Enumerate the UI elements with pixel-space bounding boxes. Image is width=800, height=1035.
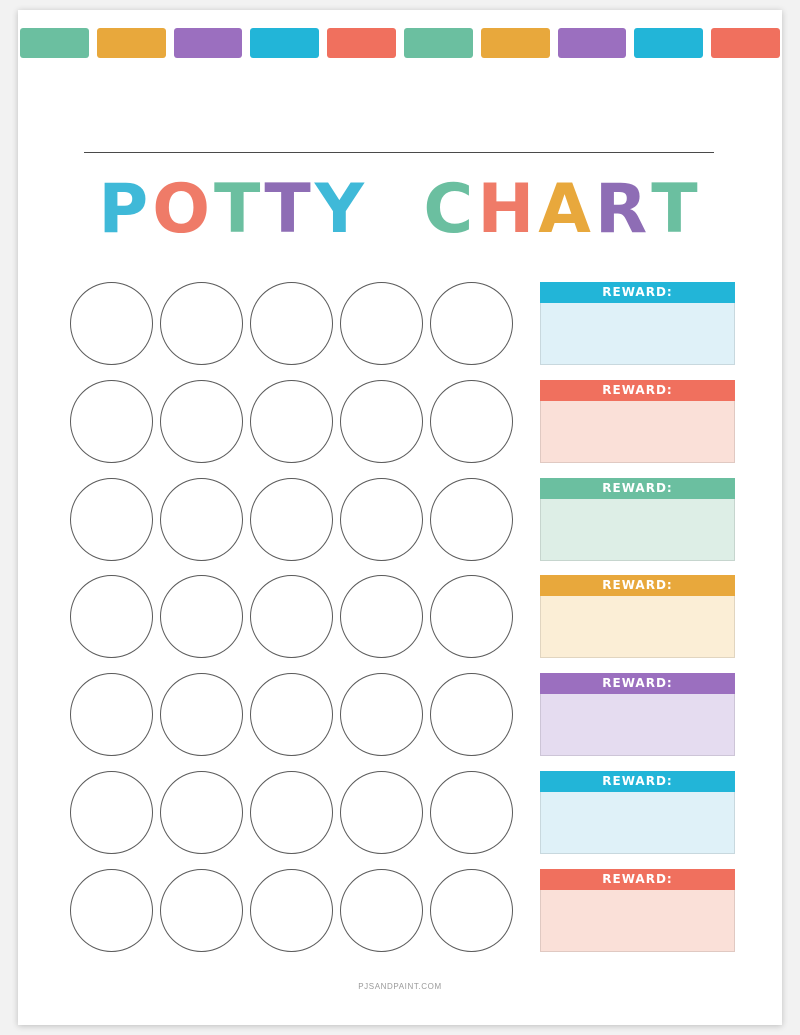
title-letter: A [538,170,595,249]
sticker-circle[interactable] [340,771,423,854]
sticker-circle[interactable] [430,282,513,365]
reward-write-in-area[interactable] [540,499,735,561]
sticker-circle[interactable] [340,673,423,756]
color-swatch [634,28,703,58]
reward-box [540,380,735,463]
reward-write-in-area[interactable] [540,401,735,463]
sticker-circle[interactable] [70,673,153,756]
title-letter: H [477,170,539,249]
color-swatch [404,28,473,58]
sticker-circle[interactable] [340,380,423,463]
sticker-row [70,771,513,854]
printable-sheet [18,10,782,1025]
reward-label: REWARD: [540,478,735,499]
sticker-row [70,380,513,463]
sticker-circle[interactable] [250,575,333,658]
footer-credit: PJSANDPAINT.COM [358,982,442,991]
color-swatch [174,28,243,58]
sticker-circle[interactable] [430,771,513,854]
sticker-circle[interactable] [70,478,153,561]
sticker-circle[interactable] [250,771,333,854]
title-letter: T [651,170,702,249]
color-swatch [250,28,319,58]
color-stripe-bar [18,28,782,58]
title-letter: T [214,170,265,249]
sticker-row [70,575,513,658]
reward-box [540,673,735,756]
sticker-circle[interactable] [430,575,513,658]
title-letter: C [423,170,478,249]
sticker-circle[interactable] [160,380,243,463]
sticker-circle-grid [70,282,513,952]
sticker-circle[interactable] [250,869,333,952]
reward-write-in-area[interactable] [540,792,735,854]
sticker-circle[interactable] [70,575,153,658]
sticker-row [70,869,513,952]
reward-write-in-area[interactable] [540,303,735,365]
header-divider-line [84,152,714,153]
reward-label: REWARD: [540,771,735,792]
reward-box [540,869,735,952]
sticker-circle[interactable] [430,869,513,952]
sticker-row [70,282,513,365]
sticker-circle[interactable] [250,380,333,463]
sticker-circle[interactable] [430,673,513,756]
color-swatch [97,28,166,58]
sticker-row [70,673,513,756]
color-swatch [558,28,627,58]
sticker-circle[interactable] [430,478,513,561]
sticker-circle[interactable] [70,771,153,854]
sticker-row [70,478,513,561]
sticker-circle[interactable] [250,282,333,365]
sticker-circle[interactable] [250,673,333,756]
sticker-circle[interactable] [160,478,243,561]
title-letter: O [152,170,215,249]
title-letter [368,170,423,250]
sticker-circle[interactable] [160,771,243,854]
reward-write-in-area[interactable] [540,890,735,952]
reward-box [540,575,735,658]
sticker-circle[interactable] [160,575,243,658]
sticker-circle[interactable] [70,869,153,952]
page-title [18,170,782,250]
reward-column [540,282,735,952]
sticker-circle[interactable] [160,282,243,365]
reward-label: REWARD: [540,869,735,890]
reward-write-in-area[interactable] [540,694,735,756]
sticker-circle[interactable] [160,673,243,756]
color-swatch [481,28,550,58]
reward-box [540,478,735,561]
sticker-circle[interactable] [70,380,153,463]
title-letter: P [98,170,153,249]
sticker-circle[interactable] [340,282,423,365]
sticker-circle[interactable] [250,478,333,561]
title-letter: Y [314,170,369,249]
reward-box [540,282,735,365]
title-letter: T [264,170,315,249]
title-letter: R [594,170,652,249]
reward-write-in-area[interactable] [540,596,735,658]
sticker-circle[interactable] [340,575,423,658]
color-swatch [711,28,780,58]
color-swatch [327,28,396,58]
chart-body [70,282,730,952]
reward-label: REWARD: [540,380,735,401]
reward-label: REWARD: [540,282,735,303]
reward-label: REWARD: [540,673,735,694]
color-swatch [20,28,89,58]
sticker-circle[interactable] [70,282,153,365]
reward-label: REWARD: [540,575,735,596]
sticker-circle[interactable] [340,869,423,952]
reward-box [540,771,735,854]
sticker-circle[interactable] [160,869,243,952]
sticker-circle[interactable] [430,380,513,463]
sticker-circle[interactable] [340,478,423,561]
